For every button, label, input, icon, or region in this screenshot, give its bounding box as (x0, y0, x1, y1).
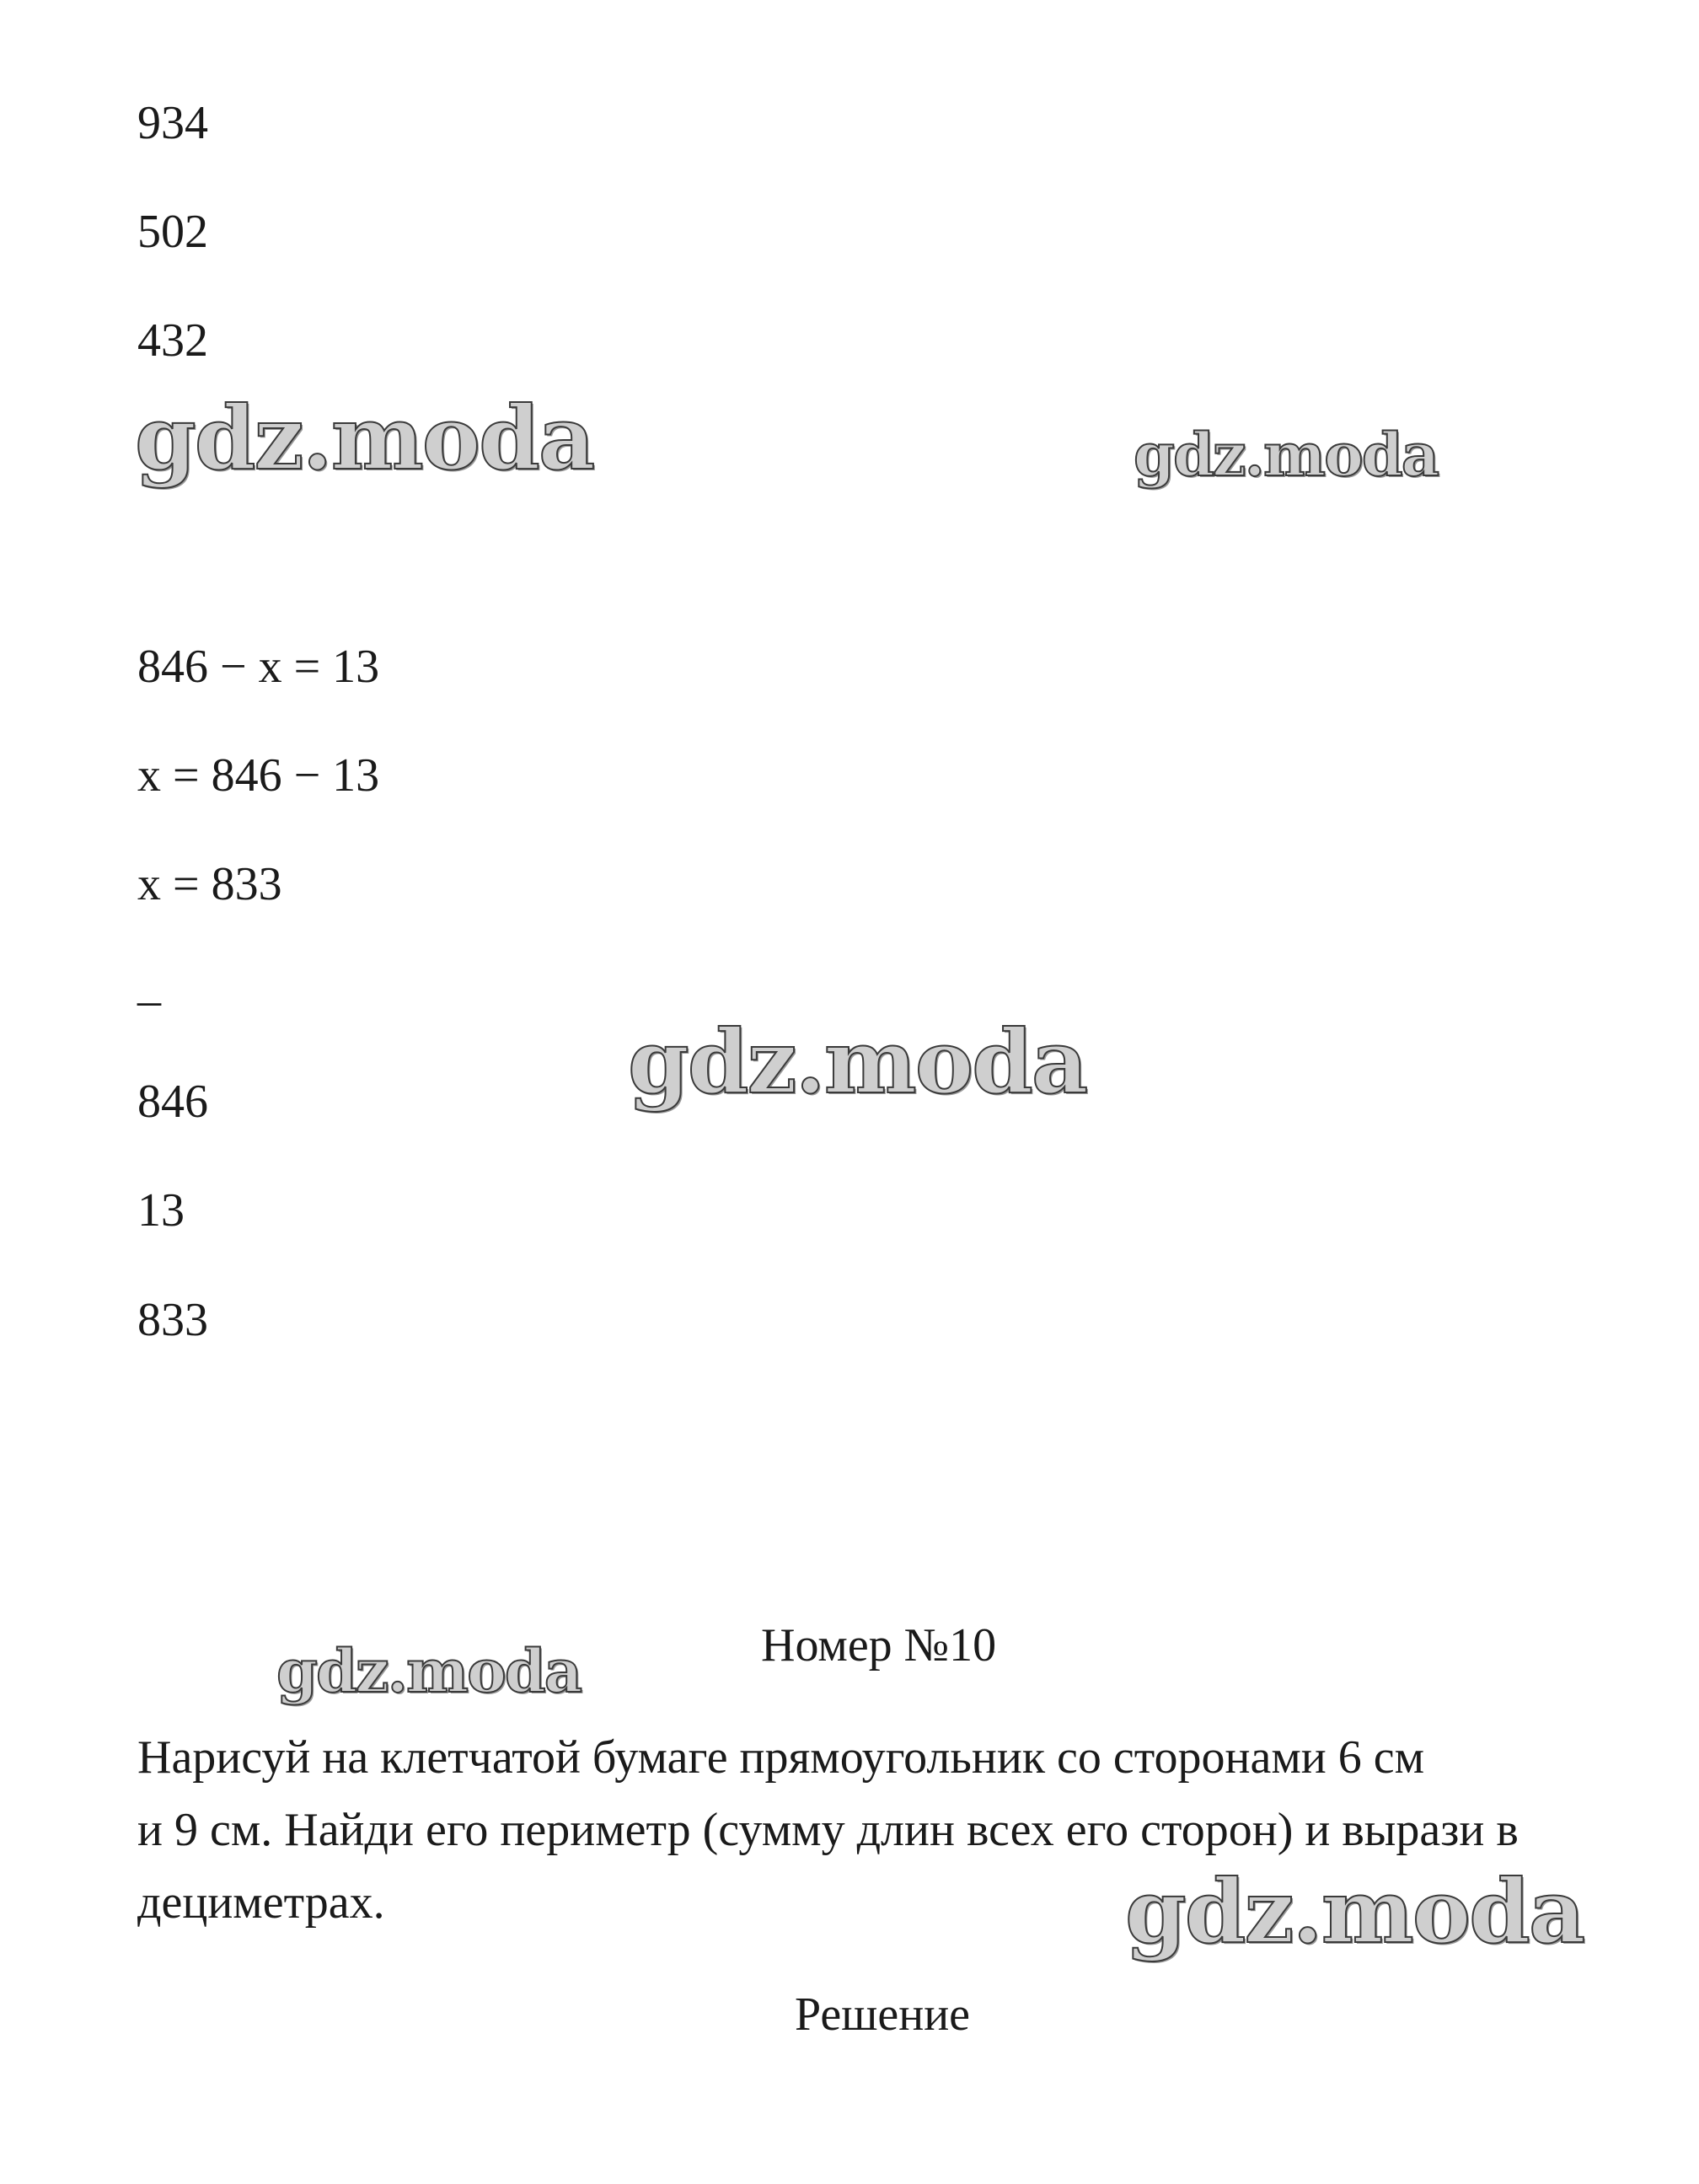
column-difference-2: 833 (137, 1294, 208, 1346)
equation-line-1: 846 − x = 13 (137, 641, 380, 693)
column-minuend-2: 846 (137, 1076, 208, 1128)
watermark-logo: gdz.moda (1125, 1859, 1584, 1963)
equation-line-2: x = 846 − 13 (137, 749, 380, 802)
task-text-line-1: Нарисуй на клетчатой бумаге прямоугольник со сторонами 6 см (137, 1731, 1425, 1784)
watermark-logo: gdz.moda (628, 1010, 1087, 1113)
watermark-logo: gdz.moda (1134, 420, 1439, 490)
column-minus-sign: _ (137, 958, 161, 1011)
watermark-logo: gdz.moda (135, 386, 594, 490)
watermark-logo: gdz.moda (276, 1636, 582, 1706)
solution-label: Решение (795, 1988, 971, 2041)
column-subtrahend-2: 13 (137, 1184, 185, 1237)
task-text-line-2: и 9 см. Найди его периметр (сумму длин всех его сторон) и вырази в (137, 1804, 1519, 1856)
equation-line-3: x = 833 (137, 858, 282, 910)
task-heading: Номер №10 (761, 1619, 997, 1672)
column-minuend-1: 934 (137, 97, 208, 149)
column-difference-1: 432 (137, 314, 208, 367)
task-text-line-3: дециметрах. (137, 1876, 385, 1929)
column-subtrahend-1: 502 (137, 206, 208, 258)
